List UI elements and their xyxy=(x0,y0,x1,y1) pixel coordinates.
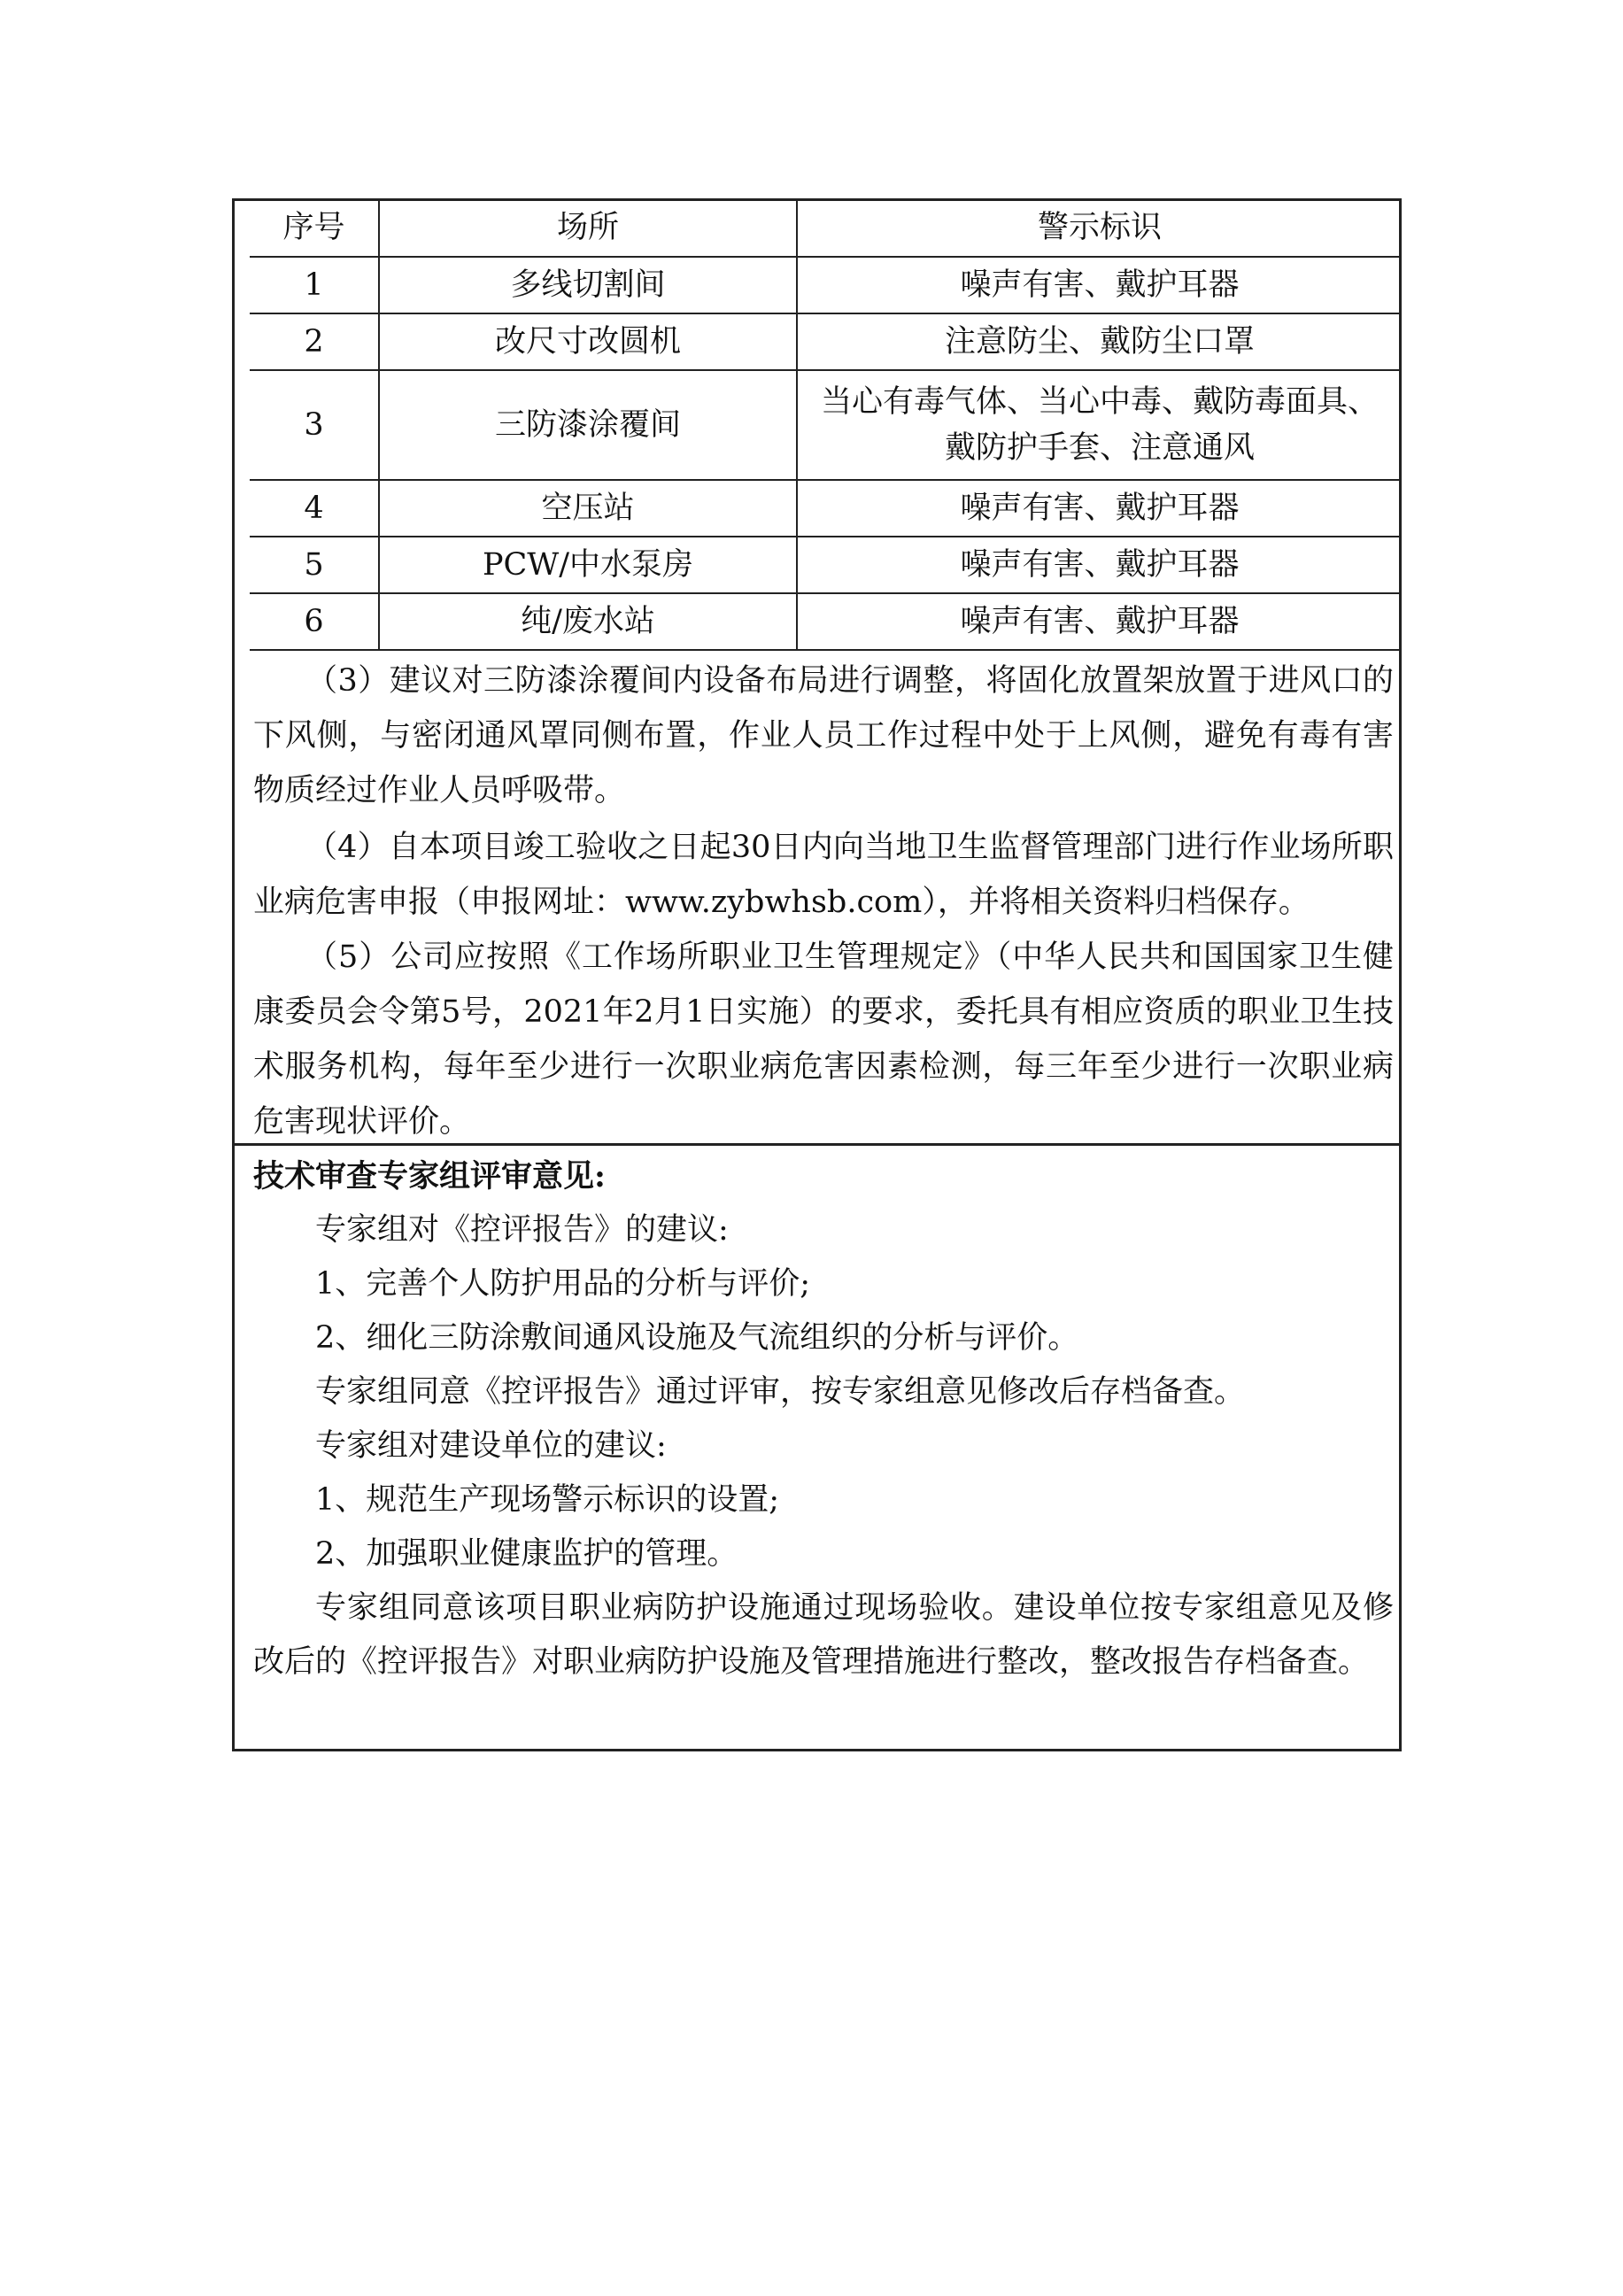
review-line: 1、完善个人防护用品的分析与评价; xyxy=(315,1266,811,1302)
row-place: 改尺寸改圆机 xyxy=(379,313,797,370)
expert-review-section xyxy=(253,1149,1394,1689)
row-sign: 噪声有害、戴护耳器 xyxy=(797,593,1402,650)
row-sign: 噪声有害、戴护耳器 xyxy=(797,537,1402,593)
row-place: 多线切割间 xyxy=(379,257,797,313)
row-no: 4 xyxy=(250,480,379,537)
section-divider xyxy=(232,1143,1402,1146)
row-no: 2 xyxy=(250,313,379,370)
table-row xyxy=(250,313,1402,370)
row-sign xyxy=(797,370,1402,480)
row-place: 三防漆涂覆间 xyxy=(379,370,797,480)
review-heading: 技术审查专家组评审意见: xyxy=(253,1158,606,1194)
review-line: 专家组对《控评报告》的建议: xyxy=(315,1212,729,1248)
review-line: 2、细化三防涂敷间通风设施及气流组织的分析与评价。 xyxy=(315,1320,1079,1356)
row-no: 5 xyxy=(250,537,379,593)
review-line: 2、加强职业健康监护的管理。 xyxy=(315,1536,738,1572)
recommendation-3: （3）建议对三防漆涂覆间内设备布局进行调整，将固化放置架放置于进风口的下风侧，与密闭通风罩同侧布置，作业人员工作过程中处于上风侧，避免有毒有害物质经过作业人员呼吸带。 xyxy=(253,663,1394,808)
row-sign: 噪声有害、戴护耳器 xyxy=(797,480,1402,537)
header-place: 场所 xyxy=(379,198,797,257)
recommendation-4: （4）自本项目竣工验收之日起30日内向当地卫生监督管理部门进行作业场所职业病危害申报（申报网址：www.zybwhsb.com），并将相关资料归档保存。 xyxy=(253,830,1394,920)
warning-sign-table xyxy=(250,198,1402,651)
row-place: 空压站 xyxy=(379,480,797,537)
table-row xyxy=(250,480,1402,537)
row-no: 1 xyxy=(250,257,379,313)
row-sign: 噪声有害、戴护耳器 xyxy=(797,257,1402,313)
table-row xyxy=(250,257,1402,313)
review-line: 1、规范生产现场警示标识的设置; xyxy=(315,1482,780,1518)
review-conclusion: 专家组同意该项目职业病防护设施通过现场验收。建设单位按专家组意见及修改后的《控评报告》对职业病防护设施及管理措施进行整改，整改报告存档备查。 xyxy=(253,1590,1394,1680)
row-place: 纯/废水站 xyxy=(379,593,797,650)
review-line: 专家组同意《控评报告》通过评审，按专家组意见修改后存档备查。 xyxy=(315,1374,1246,1410)
table-header-row xyxy=(250,198,1402,257)
table-row xyxy=(250,593,1402,650)
header-sign: 警示标识 xyxy=(797,198,1402,257)
header-no: 序号 xyxy=(250,198,379,257)
row-no: 6 xyxy=(250,593,379,650)
table-row xyxy=(250,537,1402,593)
row-sign-line: 戴防护手套、注意通风 xyxy=(944,430,1255,466)
row-sign: 注意防尘、戴防尘口罩 xyxy=(797,313,1402,370)
recommendation-5: （5）公司应按照《工作场所职业卫生管理规定》（中华人民共和国国家卫生健康委员会令第5号，2021年2月1日实施）的要求，委托具有相应资质的职业卫生技术服务机构，每年至少进行一次职业病危害因素检测，每三年至少进行一次职业病危害现状评价。 xyxy=(253,939,1394,1140)
row-sign-line: 当心有毒气体、当心中毒、戴防毒面具、 xyxy=(820,384,1379,420)
row-place: PCW/中水泵房 xyxy=(379,537,797,593)
review-line: 专家组对建设单位的建议: xyxy=(315,1428,667,1464)
row-no: 3 xyxy=(250,370,379,480)
table-row xyxy=(250,370,1402,480)
